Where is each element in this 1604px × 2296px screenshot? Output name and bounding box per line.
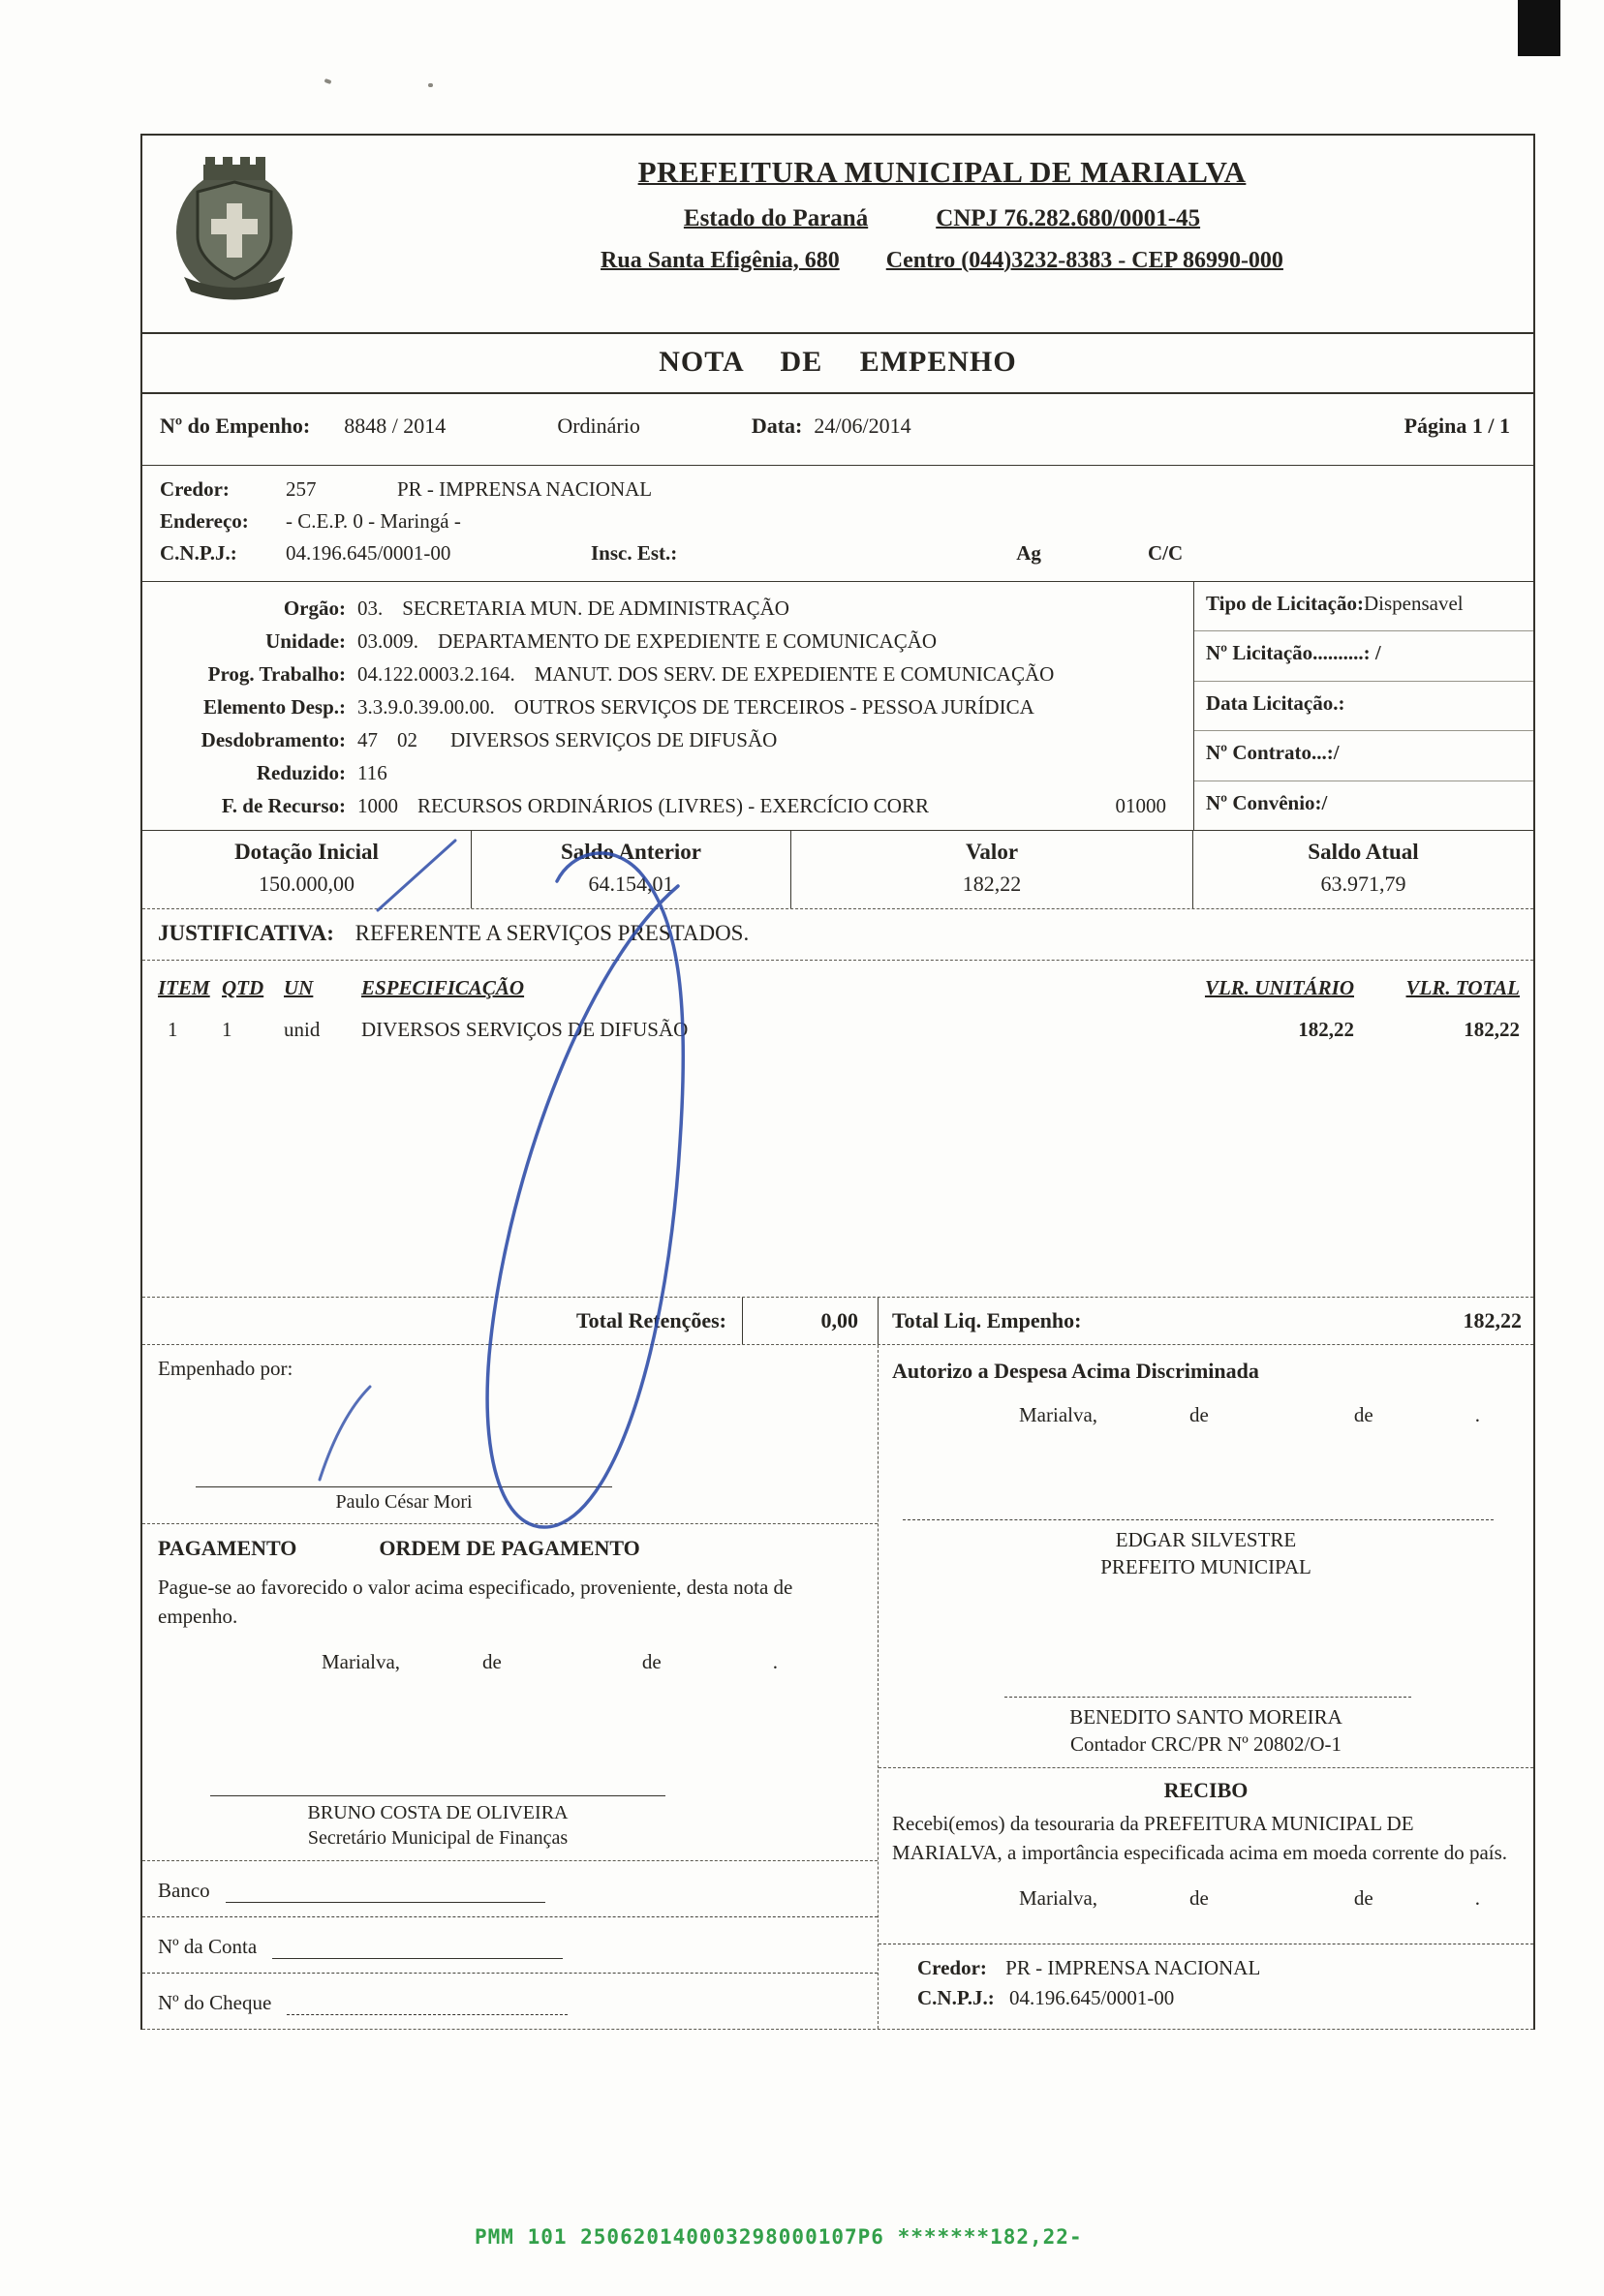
numero-licitacao-row — [1194, 631, 1533, 681]
cnpj-value: 04.196.645/0001-00 — [286, 541, 451, 565]
orgao-row-label: Orgão: — [283, 597, 346, 620]
item-number: 1 — [168, 1018, 178, 1041]
empenhado-por-label: Empenhado por: — [158, 1357, 293, 1380]
recibo-credor-label: Credor: — [917, 1956, 987, 1979]
contrato-row — [1194, 731, 1533, 781]
scan-speck — [324, 78, 332, 84]
convenio-row — [1194, 781, 1533, 830]
elemento-desp-code: 3.3.9.0.39.00.00. — [357, 695, 495, 719]
recibo-credor-value: PR - IMPRENSA NACIONAL — [1005, 1956, 1261, 1979]
numero-licitacao-label: Nº Licitação..........: / — [1206, 641, 1381, 665]
cheque-blank-line — [287, 1992, 568, 2015]
signer-bruno-block — [210, 1796, 665, 1851]
item-vlr-total: 182,22 — [1464, 1018, 1520, 1041]
form-header — [142, 136, 1533, 334]
endereco-row — [142, 505, 1533, 537]
total-retencoes-value: 0,00 — [743, 1298, 879, 1344]
credor-code: 257 — [286, 477, 317, 501]
item-un: unid — [284, 1018, 321, 1041]
cc-label: C/C — [1147, 541, 1184, 565]
reduzido-code: 116 — [357, 761, 387, 784]
unidade-row-desc: DEPARTAMENTO DE EXPEDIENTE E COMUNICAÇÃO — [438, 629, 938, 653]
recibo-cnpj-line — [879, 1980, 1533, 2024]
orgao-row-code: 03. — [357, 597, 384, 620]
scan-corner-artifact — [1518, 0, 1560, 56]
header-cnpj: CNPJ 76.282.680/0001-45 — [936, 205, 1201, 231]
conta-blank-line — [272, 1936, 563, 1959]
left-signatures-column — [142, 1345, 879, 2029]
saldo-atual-cell — [1193, 831, 1533, 908]
cheque-label: Nº do Cheque — [158, 1991, 272, 2014]
unidade-row-code: 03.009. — [357, 629, 418, 653]
credor-row — [142, 474, 1533, 505]
item-especificacao: DIVERSOS SERVIÇOS DE DIFUSÃO — [361, 1018, 689, 1041]
empenho-number-row — [142, 394, 1533, 466]
items-header-item: ITEM — [158, 976, 210, 999]
prog-trabalho-code: 04.122.0003.2.164. — [357, 662, 515, 686]
empenho-type: Ordinário — [557, 413, 640, 438]
scan-speck — [428, 83, 433, 87]
endereco-label: Endereço: — [160, 509, 249, 533]
prog-trabalho-row — [142, 658, 1193, 690]
tipo-licitacao-label: Tipo de Licitação: — [1206, 592, 1364, 615]
justificativa-text: REFERENTE A SERVIÇOS PRESTADOS. — [355, 921, 750, 945]
banco-field-row — [142, 1861, 878, 1916]
saldo-anterior-cell — [472, 831, 791, 908]
period-mark: . — [1474, 1886, 1480, 1910]
recibo-text: Recebi(emos) da tesouraria da PREFEITURA MUNICIPAL DE MARIALVA, a importância especificada acima em moeda corrente do país. — [892, 1812, 1508, 1864]
header-address-detail: Centro (044)3232-8383 - CEP 86990-000 — [885, 248, 1283, 273]
city-date-line-right-2 — [879, 1871, 1533, 1911]
signer-role-benedito: Contador CRC/PR Nº 20802/O-1 — [1069, 1732, 1342, 1756]
saldo-anterior-value: 64.154,01 — [588, 872, 674, 896]
data-licitacao-label: Data Licitação.: — [1206, 690, 1345, 715]
orgao-row-desc: SECRETARIA MUN. DE ADMINISTRAÇÃO — [402, 597, 789, 620]
cheque-field-row — [142, 1974, 878, 2029]
desdobramento-label: Desdobramento: — [200, 728, 346, 751]
de-label: de — [641, 1650, 662, 1673]
city-label: Marialva, — [1019, 1403, 1098, 1426]
de-label: de — [1189, 1886, 1209, 1910]
period-mark: . — [772, 1650, 778, 1673]
dotacao-inicial-label: Dotação Inicial — [234, 840, 379, 864]
reduzido-label: Reduzido: — [256, 761, 346, 784]
items-header-especificacao: ESPECIFICAÇÃO — [361, 976, 525, 999]
recibo-credor-line — [879, 1944, 1533, 1980]
de-label: de — [1189, 1403, 1209, 1426]
signer-role-edgar: PREFEITO MUNICIPAL — [1100, 1555, 1311, 1578]
elemento-desp-desc: OUTROS SERVIÇOS DE TERCEIROS - PESSOA JURÍDICA — [513, 695, 1034, 719]
signer-name-benedito: BENEDITO SANTO MOREIRA — [1069, 1705, 1342, 1729]
items-header-un: UN — [284, 976, 314, 999]
total-liquido-value: 182,22 — [1463, 1308, 1522, 1332]
fonte-recurso-desc: RECURSOS ORDINÁRIOS (LIVRES) - EXERCÍCIO CORR — [417, 794, 929, 817]
saldo-atual-value: 63.971,79 — [1320, 872, 1406, 896]
licitacao-panel — [1193, 582, 1533, 830]
right-signatures-column — [879, 1345, 1533, 2029]
signer-benedito-block — [879, 1698, 1533, 1758]
pague-se-text: Pague-se ao favorecido o valor acima especificado, proveniente, desta nota de empenho. — [158, 1576, 793, 1628]
header-address-row — [351, 248, 1533, 274]
reduzido-row — [142, 756, 1193, 789]
desdobramento-row — [142, 723, 1193, 756]
orgao-row — [142, 592, 1193, 625]
cnpj-row — [142, 537, 1533, 569]
justificativa-row — [142, 909, 1533, 961]
credor-name: PR - IMPRENSA NACIONAL — [397, 477, 653, 501]
autorizo-text: Autorizo a Despesa Acima Discriminada — [892, 1359, 1259, 1383]
desdobramento-code2: 02 — [397, 728, 417, 751]
valor-cell — [791, 831, 1193, 908]
document-title: NOTA DE EMPENHO — [142, 334, 1533, 394]
total-liquido-label: Total Liq. Empenho: — [892, 1308, 1082, 1332]
items-header-vlr-unitario: VLR. UNITÁRIO — [1204, 976, 1354, 999]
desdobramento-desc: DIVERSOS SERVIÇOS DE DIFUSÃO — [450, 728, 778, 751]
credor-section — [142, 466, 1533, 582]
period-mark: . — [1474, 1403, 1480, 1426]
dotacao-inicial-cell — [142, 831, 472, 908]
saldos-row — [142, 831, 1533, 909]
signer-name-bruno: BRUNO COSTA DE OLIVEIRA — [307, 1802, 569, 1823]
item-vlr-unitario: 182,22 — [1298, 1018, 1354, 1041]
city-date-line-left — [142, 1635, 878, 1674]
tipo-licitacao-value: Dispensavel — [1363, 592, 1464, 615]
orcamento-section — [142, 582, 1533, 831]
de-label: de — [1353, 1403, 1373, 1426]
city-date-line-right-1 — [879, 1388, 1533, 1427]
saldo-atual-label: Saldo Atual — [1308, 840, 1419, 864]
tipo-licitacao-row — [1194, 582, 1533, 631]
signer-role-bruno: Secretário Municipal de Finanças — [307, 1827, 569, 1849]
recibo-title: RECIBO — [1163, 1778, 1249, 1802]
banco-blank-line — [226, 1880, 545, 1903]
convenio-label: Nº Convênio:/ — [1206, 790, 1328, 814]
de-label: de — [482, 1650, 502, 1673]
desdobramento-code: 47 — [357, 728, 378, 751]
valor-value: 182,22 — [962, 872, 1022, 896]
ordem-pagamento-label: ORDEM DE PAGAMENTO — [379, 1536, 640, 1560]
prog-trabalho-label: Prog. Trabalho: — [207, 662, 346, 686]
items-header-qtd: QTD — [222, 976, 264, 999]
endereco-value: - C.E.P. 0 - Maringá - — [286, 509, 461, 533]
orcamento-rows — [142, 582, 1193, 830]
fonte-recurso-label: F. de Recurso: — [221, 794, 346, 817]
ag-label: Ag — [1016, 541, 1041, 565]
recibo-cnpj-label: C.N.P.J.: — [917, 1986, 995, 2009]
cnpj-label: C.N.P.J.: — [160, 541, 237, 565]
empenho-date-label: Data: — [751, 413, 803, 438]
header-title: PREFEITURA MUNICIPAL DE MARIALVA — [637, 155, 1247, 189]
dotacao-inicial-value: 150.000,00 — [259, 872, 355, 896]
fonte-recurso-extra: 01000 — [1115, 794, 1166, 817]
city-label: Marialva, — [1019, 1886, 1098, 1910]
conta-label: Nº da Conta — [158, 1935, 258, 1958]
prog-trabalho-desc: MANUT. DOS SERV. DE EXPEDIENTE E COMUNICAÇÃO — [534, 662, 1055, 686]
municipal-crest-logo — [167, 149, 302, 304]
fonte-recurso-code: 1000 — [357, 794, 398, 817]
unidade-row — [142, 625, 1193, 658]
item-qtd: 1 — [222, 1018, 232, 1041]
empenho-number: 8848 / 2014 — [344, 413, 447, 438]
header-address: Rua Santa Efigênia, 680 — [601, 248, 840, 273]
item-row — [142, 1006, 1533, 1050]
signer-edgar-block — [879, 1520, 1533, 1580]
header-state: Estado do Paraná — [683, 205, 869, 231]
data-licitacao-row — [1194, 682, 1533, 731]
empenho-date: 24/06/2014 — [814, 413, 911, 438]
items-empty-space — [142, 1050, 1533, 1297]
items-table-header — [142, 961, 1533, 1006]
banco-label: Banco — [158, 1879, 210, 1902]
contrato-label: Nº Contrato...:/ — [1206, 741, 1340, 765]
signatures-section — [142, 1345, 1533, 2030]
unidade-row-label: Unidade: — [265, 629, 346, 653]
saldo-anterior-label: Saldo Anterior — [560, 840, 702, 864]
de-label: de — [1353, 1886, 1373, 1910]
signer-name-paulo: Paulo César Mori — [335, 1491, 473, 1513]
totals-row — [142, 1297, 1533, 1345]
page-indicator: Página 1 / 1 — [1404, 413, 1510, 438]
total-retencoes-label: Total Retenções: — [142, 1298, 743, 1344]
elemento-desp-label: Elemento Desp.: — [203, 695, 346, 719]
justificativa-label: JUSTIFICATIVA: — [158, 921, 334, 945]
signer-name-edgar: EDGAR SILVESTRE — [1115, 1528, 1297, 1551]
dot-matrix-footer-line: PMM 101 250620140003298000107P6 *******182,22- — [475, 2225, 1083, 2249]
recibo-cnpj-value: 04.196.645/0001-00 — [1008, 1986, 1175, 2009]
fonte-recurso-row — [142, 789, 1193, 822]
valor-label: Valor — [965, 840, 1019, 864]
header-subtitle-row — [351, 205, 1533, 232]
conta-field-row — [142, 1917, 878, 1973]
pagamento-label: PAGAMENTO — [158, 1536, 297, 1560]
elemento-desp-row — [142, 690, 1193, 723]
items-header-vlr-total: VLR. TOTAL — [1405, 976, 1520, 999]
insc-est-label: Insc. Est.: — [591, 541, 678, 565]
empenho-number-label: Nº do Empenho: — [160, 413, 311, 438]
city-label: Marialva, — [322, 1650, 401, 1673]
credor-label: Credor: — [160, 477, 230, 501]
nota-de-empenho-form — [140, 134, 1535, 2030]
pagamento-header-row — [142, 1524, 878, 1565]
